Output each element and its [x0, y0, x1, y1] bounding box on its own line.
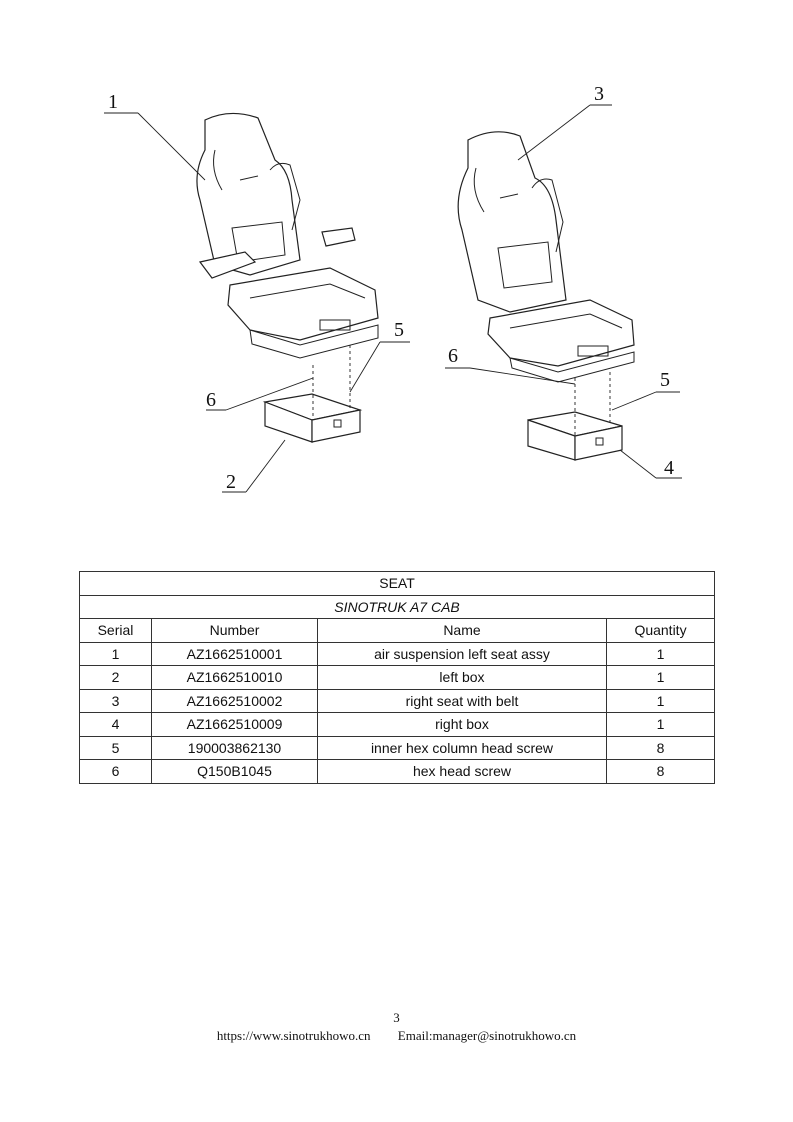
- table-row: [80, 713, 715, 737]
- table-subtitle: SINOTRUK A7 CAB: [80, 595, 715, 619]
- cell-quantity: 1: [607, 642, 715, 666]
- callout-1: 1: [108, 91, 118, 113]
- table-header-row: [80, 619, 715, 643]
- left-box-illustration: [265, 394, 360, 442]
- header-name: Name: [318, 619, 607, 643]
- cell-number: 190003862130: [152, 736, 318, 760]
- cell-number: Q150B1045: [152, 760, 318, 784]
- page-footer: [0, 1010, 793, 1044]
- header-number: Number: [152, 619, 318, 643]
- cell-quantity: 1: [607, 666, 715, 690]
- header-serial: Serial: [80, 619, 152, 643]
- cell-quantity: 8: [607, 736, 715, 760]
- table-row: [80, 642, 715, 666]
- cell-name: left box: [318, 666, 607, 690]
- table-row: [80, 736, 715, 760]
- cell-name: right box: [318, 713, 607, 737]
- cell-name: right seat with belt: [318, 689, 607, 713]
- callout-6-left: 6: [206, 389, 216, 411]
- cell-quantity: 1: [607, 713, 715, 737]
- page-number: 3: [393, 1010, 400, 1025]
- table-title-row: [80, 572, 715, 596]
- cell-quantity: 1: [607, 689, 715, 713]
- cell-serial: 4: [80, 713, 152, 737]
- cell-serial: 6: [80, 760, 152, 784]
- header-quantity: Quantity: [607, 619, 715, 643]
- table-title: SEAT: [80, 572, 715, 596]
- cell-name: hex head screw: [318, 760, 607, 784]
- cell-serial: 3: [80, 689, 152, 713]
- callout-2: 2: [226, 471, 236, 493]
- cell-number: AZ1662510010: [152, 666, 318, 690]
- exploded-seat-drawing: [0, 0, 793, 520]
- right-seat-illustration: [458, 132, 634, 382]
- website-link[interactable]: https://www.sinotrukhowo.cn: [216, 1028, 371, 1043]
- table-row: [80, 760, 715, 784]
- table-row: [80, 666, 715, 690]
- cell-number: AZ1662510009: [152, 713, 318, 737]
- right-box-illustration: [528, 412, 622, 460]
- table-row: [80, 689, 715, 713]
- callout-4: 4: [664, 457, 674, 479]
- table-subtitle-row: [80, 595, 715, 619]
- cell-serial: 1: [80, 642, 152, 666]
- cell-serial: 2: [80, 666, 152, 690]
- cell-quantity: 8: [607, 760, 715, 784]
- callout-5-right: 5: [660, 369, 670, 391]
- email-link[interactable]: Email:manager@sinotrukhowo.cn: [397, 1028, 577, 1043]
- callout-3: 3: [594, 83, 604, 105]
- footer-links: [0, 1028, 793, 1044]
- cell-number: AZ1662510002: [152, 689, 318, 713]
- callout-6-right: 6: [448, 345, 458, 367]
- cell-serial: 5: [80, 736, 152, 760]
- cell-number: AZ1662510001: [152, 642, 318, 666]
- cell-name: inner hex column head screw: [318, 736, 607, 760]
- callout-5-left: 5: [394, 319, 404, 341]
- left-seat-illustration: [197, 113, 378, 358]
- cell-name: air suspension left seat assy: [318, 642, 607, 666]
- parts-table: [79, 571, 715, 784]
